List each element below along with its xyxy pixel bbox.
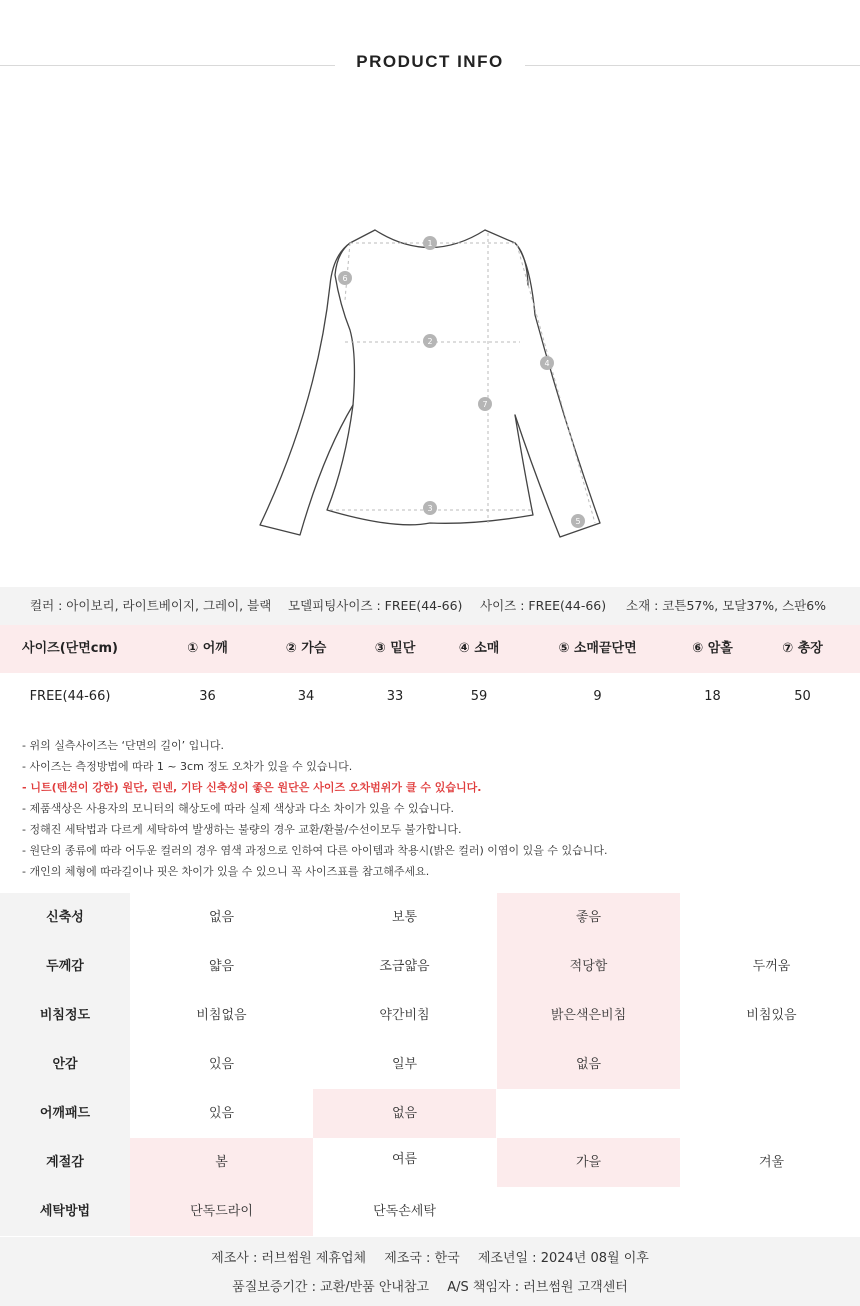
footer-manufacturer: 제조사 : 러브썸원 제휴업체 xyxy=(211,1251,367,1266)
attr-option-selected: 좋음 xyxy=(497,893,680,942)
footer-as: A/S 책임자 : 러브썸원 고객센터 xyxy=(447,1280,628,1295)
attr-label: 비침정도 xyxy=(0,991,130,1040)
attr-option: 두꺼움 xyxy=(752,959,791,974)
attr-label: 세탁방법 xyxy=(0,1187,130,1236)
size-header-chest: ② 가슴 xyxy=(285,641,327,656)
product-info-header xyxy=(0,0,860,130)
spec-model-size: 모델피팅사이즈 : FREE(44-66) xyxy=(288,598,463,613)
attr-option-selected: 없음 xyxy=(497,1040,680,1089)
size-notes xyxy=(22,735,842,882)
marker-3: 3 xyxy=(427,504,433,513)
garment-illustration xyxy=(245,205,615,555)
attr-option: 있음 xyxy=(208,1106,235,1121)
spec-color: 컬러 : 아이보리, 라이트베이지, 그레이, 블랙 xyxy=(30,598,272,613)
footer-date: 제조년일 : 2024년 08월 이후 xyxy=(477,1251,649,1266)
attr-option: 없음 xyxy=(208,910,235,925)
size-value-hem: 33 xyxy=(386,689,404,704)
size-table xyxy=(0,625,860,721)
size-header-sleeve: ④ 소매 xyxy=(458,641,500,656)
note-item: - 사이즈는 측정방법에 따라 1 ~ 3cm 정도 오차가 있을 수 있습니다. xyxy=(22,760,353,773)
size-value-armhole: 18 xyxy=(704,689,721,704)
header-divider-right xyxy=(525,65,860,66)
spec-material: 소재 : 코튼57%, 모달37%, 스판6% xyxy=(626,598,827,613)
size-table-header xyxy=(0,625,860,673)
attr-label: 계절감 xyxy=(0,1138,130,1187)
table-row xyxy=(0,673,860,721)
attr-option: 일부 xyxy=(391,1057,418,1072)
attr-option xyxy=(680,1089,860,1138)
size-value-cuff: 9 xyxy=(593,689,602,704)
attr-option: 조금얇음 xyxy=(379,959,430,974)
section-title: PRODUCT INFO xyxy=(356,52,504,71)
size-value-sleeve: 59 xyxy=(470,689,488,704)
attr-option: 얇음 xyxy=(208,959,235,974)
attr-label: 어깨패드 xyxy=(0,1089,130,1138)
footer-line-2 xyxy=(0,1276,860,1295)
marker-1: 1 xyxy=(427,239,433,248)
fabric-attribute-table xyxy=(0,893,860,1236)
attr-option: 있음 xyxy=(208,1057,235,1072)
attr-option xyxy=(680,1187,860,1236)
attr-option: 단독손세탁 xyxy=(373,1204,436,1219)
marker-5: 5 xyxy=(575,517,581,526)
attr-label: 안감 xyxy=(0,1040,130,1089)
header-divider-left xyxy=(0,65,335,66)
attr-option xyxy=(680,893,860,942)
attr-row-season xyxy=(0,1138,860,1187)
attr-option: 약간비침 xyxy=(379,1008,430,1023)
spec-size: 사이즈 : FREE(44-66) xyxy=(480,598,607,613)
manufacturer-info xyxy=(0,1237,860,1306)
note-item-warning: - 니트(텐션이 강한) 원단, 린넨, 기타 신축성이 좋은 원단은 사이즈 오차범위가 클 수 있습니다. xyxy=(22,781,482,794)
attr-option: 비침없음 xyxy=(196,1008,247,1023)
attr-label: 두께감 xyxy=(0,942,130,991)
attr-option-selected: 단독드라이 xyxy=(130,1187,313,1236)
attr-option: 비침있음 xyxy=(746,1008,797,1023)
marker-2: 2 xyxy=(427,337,433,346)
size-value-label: FREE(44-66) xyxy=(29,689,111,704)
attr-label: 신축성 xyxy=(0,893,130,942)
attr-option-selected: 가을 xyxy=(497,1138,680,1187)
marker-6: 6 xyxy=(342,274,348,283)
attr-option: 여름 xyxy=(391,1152,418,1167)
attr-row-washing xyxy=(0,1187,860,1236)
attr-option xyxy=(680,1040,860,1089)
spec-bar xyxy=(0,587,860,625)
attr-row-sheerness xyxy=(0,991,860,1040)
attr-row-thickness xyxy=(0,942,860,991)
footer-line-1 xyxy=(0,1247,860,1266)
note-item: - 개인의 체형에 따라길이나 핏은 차이가 있을 수 있으니 꼭 사이즈표를 참고해주세요. xyxy=(22,865,430,878)
attr-option-selected: 밝은색은비침 xyxy=(497,991,680,1040)
attr-option-selected: 없음 xyxy=(313,1089,496,1138)
size-header-shoulder: ① 어깨 xyxy=(187,641,228,656)
size-header-hem: ③ 밑단 xyxy=(374,641,416,656)
attr-row-stretch xyxy=(0,893,860,942)
long-sleeve-top-icon xyxy=(245,205,615,555)
marker-4: 4 xyxy=(544,359,550,368)
size-value-chest: 34 xyxy=(297,689,315,704)
note-item: - 위의 실측사이즈는 ‘단면의 길이’ 입니다. xyxy=(22,739,224,752)
attr-option-selected: 적당함 xyxy=(497,942,680,991)
size-header-label: 사이즈(단면cm) xyxy=(22,641,118,656)
size-header-cuff: ⑤ 소매끝단면 xyxy=(558,641,637,656)
footer-warranty: 품질보증기간 : 교환/반품 안내참고 xyxy=(232,1280,430,1295)
attr-option: 겨울 xyxy=(758,1155,785,1170)
note-item: - 원단의 종류에 따라 어두운 컬러의 경우 염색 과정으로 인하여 다른 아이템과 착용시(밝은 컬러) 이염이 있을 수 있습니다. xyxy=(22,844,608,857)
size-value-length: 50 xyxy=(794,689,811,704)
attr-option xyxy=(497,1187,680,1236)
size-value-shoulder: 36 xyxy=(199,689,216,704)
attr-option-selected: 봄 xyxy=(130,1138,313,1187)
marker-7: 7 xyxy=(482,400,488,409)
note-item: - 제품색상은 사용자의 모니터의 해상도에 따라 실제 색상과 다소 차이가 있을 수 있습니다. xyxy=(22,802,454,815)
size-header-length: ⑦ 총장 xyxy=(782,641,823,656)
footer-country: 제조국 : 한국 xyxy=(384,1251,460,1266)
attr-option xyxy=(497,1089,680,1138)
attr-row-lining xyxy=(0,1040,860,1089)
attr-option: 보통 xyxy=(391,910,418,925)
note-item: - 정해진 세탁법과 다르게 세탁하여 발생하는 불량의 경우 교환/환불/수선이모두 불가합니다. xyxy=(22,823,462,836)
size-header-armhole: ⑥ 암홀 xyxy=(692,641,733,656)
attr-row-shoulder-pad xyxy=(0,1089,860,1138)
